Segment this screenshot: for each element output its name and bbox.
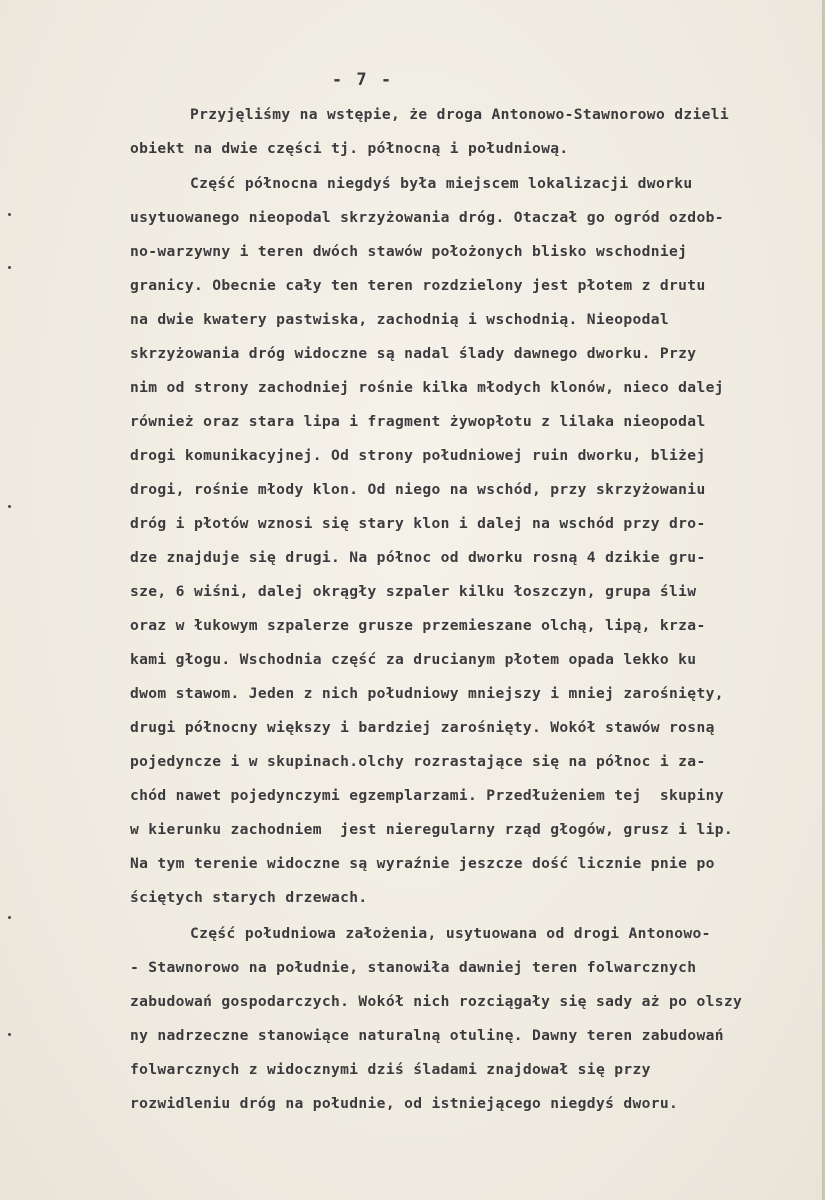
text-line: Część północna niegdyś była miejscem lokalizacji dworku xyxy=(190,175,693,192)
text-line: - Stawnorowo na południe, stanowiła dawniej teren folwarcznych xyxy=(130,959,697,976)
text-line: dwom stawom. Jeden z nich południowy mniejszy i mniej zarośnięty, xyxy=(130,685,724,702)
margin-mark xyxy=(8,916,11,919)
text-line: Część południowa założenia, usytuowana od drogi Antonowo- xyxy=(190,925,711,942)
text-line: chód nawet pojedynczymi egzemplarzami. Przedłużeniem tej skupiny xyxy=(130,787,724,804)
margin-mark xyxy=(8,213,11,216)
text-line: oraz w łukowym szpalerze grusze przemieszane olchą, lipą, krza- xyxy=(130,617,706,634)
text-line: obiekt na dwie części tj. północną i południową. xyxy=(130,140,569,157)
text-line: Na tym terenie widoczne są wyraźnie jeszcze dość licznie pnie po xyxy=(130,855,715,872)
text-line: granicy. Obecnie cały ten teren rozdzielony jest płotem z drutu xyxy=(130,277,706,294)
text-line: rozwidleniu dróg na południe, od istniejącego niegdyś dworu. xyxy=(130,1095,679,1112)
text-line: na dwie kwatery pastwiska, zachodnią i wschodnią. Nieopodal xyxy=(130,311,670,328)
text-line: drogi komunikacyjnej. Od strony południowej ruin dworku, bliżej xyxy=(130,447,706,464)
text-line: drogi, rośnie młody klon. Od niego na wschód, przy skrzyżowaniu xyxy=(130,481,706,498)
text-line: drugi północny większy i bardziej zarośnięty. Wokół stawów rosną xyxy=(130,719,715,736)
text-line: w kierunku zachodniem jest nieregularny rząd głogów, grusz i lip. xyxy=(130,821,733,838)
text-line: ny nadrzeczne stanowiące naturalną otulinę. Dawny teren zabudowań xyxy=(130,1027,724,1044)
text-line: również oraz stara lipa i fragment żywopłotu z lilaka nieopodal xyxy=(130,413,706,430)
margin-mark xyxy=(8,266,11,269)
text-line: folwarcznych z widocznymi dziś śladami znajdował się przy xyxy=(130,1061,651,1078)
text-line: no-warzywny i teren dwóch stawów położonych blisko wschodniej xyxy=(130,243,688,260)
text-line: sze, 6 wiśni, dalej okrągły szpaler kilku łoszczyn, grupa śliw xyxy=(130,583,697,600)
text-line: pojedyncze i w skupinach.olchy rozrastające się na północ i za- xyxy=(130,753,706,770)
text-line: dróg i płotów wznosi się stary klon i dalej na wschód przy dro- xyxy=(130,515,706,532)
margin-mark xyxy=(8,505,11,508)
text-line: Przyjęliśmy na wstępie, że droga Antonowo-Stawnorowo dzieli xyxy=(190,106,730,123)
text-line: usytuowanego nieopodal skrzyżowania dróg. Otaczał go ogród ozdob- xyxy=(130,209,724,226)
text-line: ściętych starych drzewach. xyxy=(130,889,368,906)
text-line: zabudowań gospodarczych. Wokół nich rozciągały się sady aż po olszy xyxy=(130,993,743,1010)
margin-mark xyxy=(8,1033,11,1036)
text-line: kami głogu. Wschodnia część za drucianym płotem opada lekko ku xyxy=(130,651,697,668)
page-number: - 7 - xyxy=(331,70,394,90)
text-line: nim od strony zachodniej rośnie kilka młodych klonów, nieco dalej xyxy=(130,379,724,396)
text-line: dze znajduje się drugi. Na północ od dworku rosną 4 dzikie gru- xyxy=(130,549,706,566)
text-line: skrzyżowania dróg widoczne są nadal ślady dawnego dworku. Przy xyxy=(130,345,697,362)
